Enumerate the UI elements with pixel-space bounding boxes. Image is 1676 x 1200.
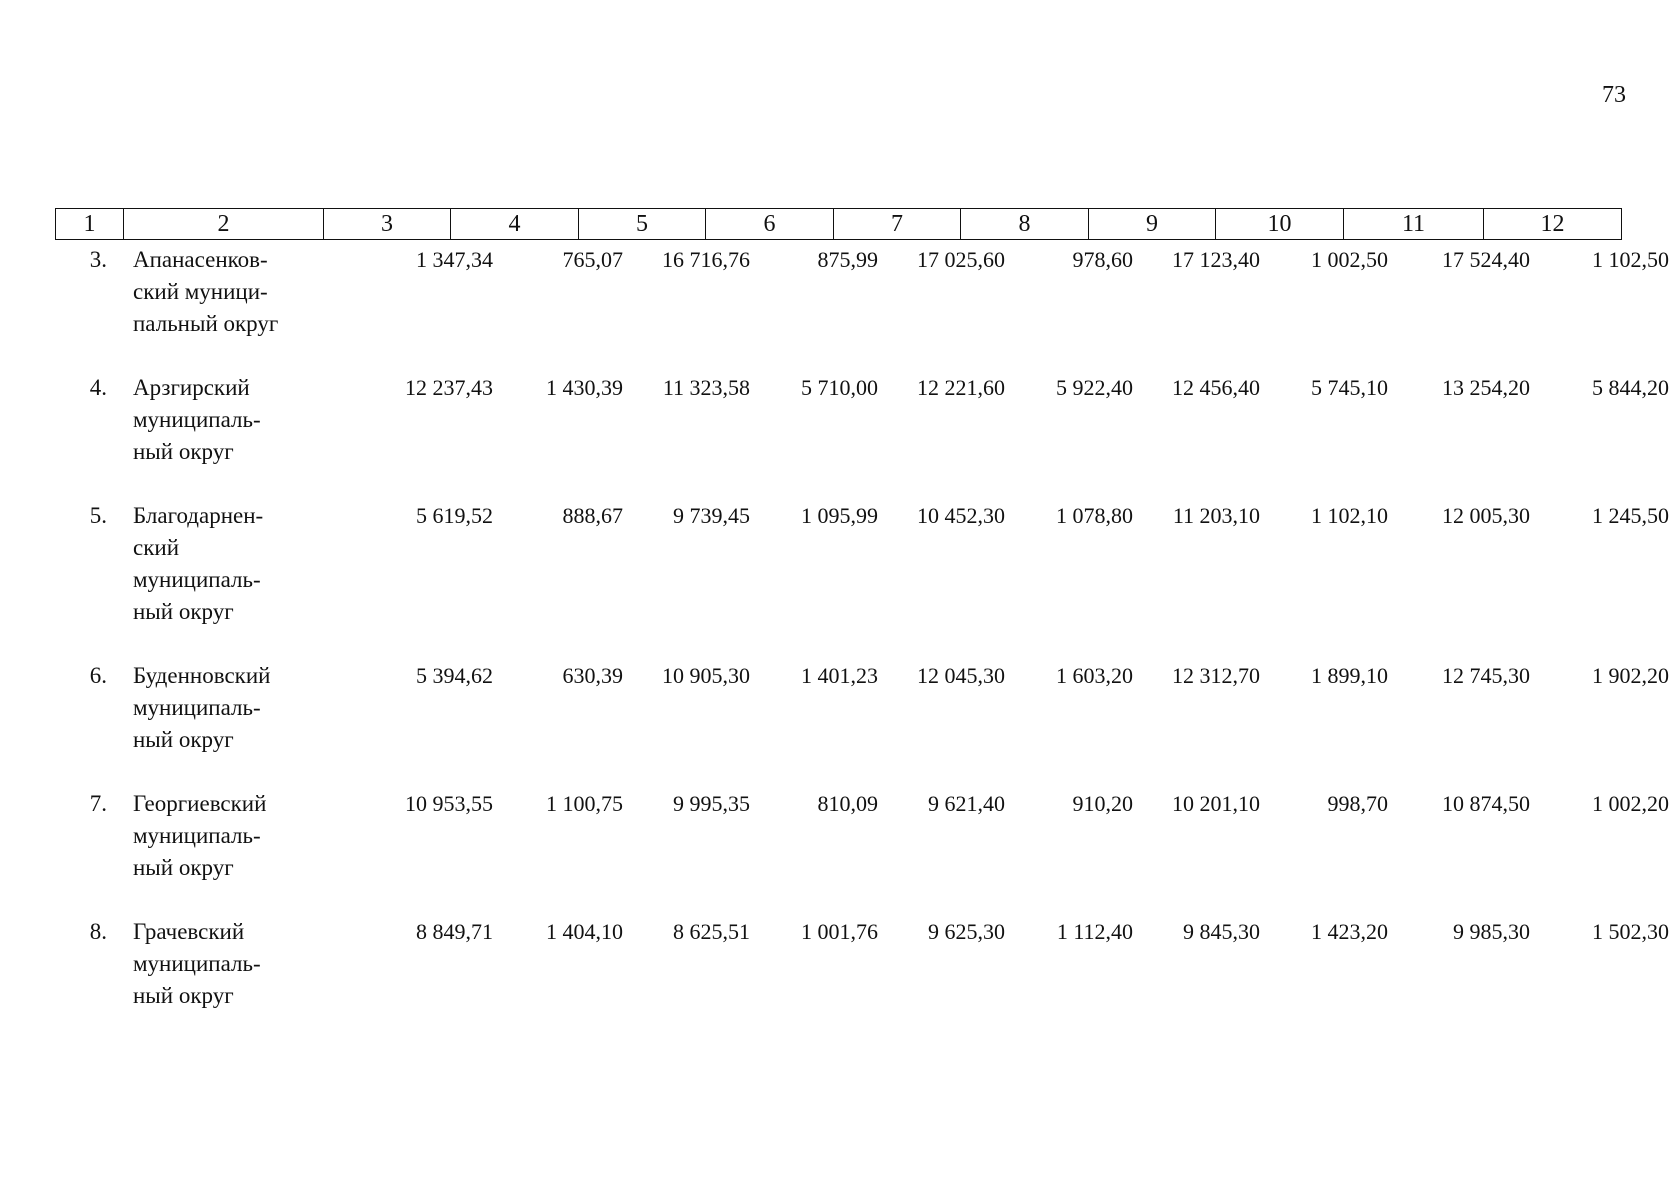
value-cell: 1 112,40 xyxy=(1056,919,1133,944)
value-cell: 17 123,40 xyxy=(1172,247,1260,272)
value-cell: 5 619,52 xyxy=(416,503,493,528)
value-cell: 810,09 xyxy=(817,791,878,816)
value-cell: 9 621,40 xyxy=(928,791,1005,816)
row-number: 5. xyxy=(89,503,107,528)
district-name xyxy=(133,788,309,884)
value-cell: 1 899,10 xyxy=(1311,663,1388,688)
column-header-table xyxy=(55,208,1622,240)
district-name-line: муниципаль- xyxy=(133,951,261,976)
value-cell: 10 201,10 xyxy=(1172,791,1260,816)
value-cell: 910,20 xyxy=(1072,791,1133,816)
column-header-row xyxy=(56,209,1622,240)
district-name-line: ный округ xyxy=(133,855,234,880)
column-header: 3 xyxy=(324,209,451,240)
value-cell: 12 745,30 xyxy=(1442,663,1530,688)
value-cell: 5 745,10 xyxy=(1311,375,1388,400)
value-cell: 1 401,23 xyxy=(801,663,878,688)
value-cell: 10 905,30 xyxy=(662,663,750,688)
value-cell: 1 002,20 xyxy=(1592,791,1669,816)
value-cell: 978,60 xyxy=(1072,247,1133,272)
district-name-line: Арзгирский xyxy=(133,375,250,400)
value-cell: 8 625,51 xyxy=(673,919,750,944)
column-header: 2 xyxy=(124,209,324,240)
value-cell: 875,99 xyxy=(817,247,878,272)
value-cell: 5 394,62 xyxy=(416,663,493,688)
value-cell: 13 254,20 xyxy=(1442,375,1530,400)
row-number: 4. xyxy=(89,375,107,400)
value-cell: 5 922,40 xyxy=(1056,375,1133,400)
value-cell: 11 323,58 xyxy=(662,375,750,400)
district-name xyxy=(133,244,309,340)
district-name-line: Благодарнен- xyxy=(133,503,264,528)
row-number: 8. xyxy=(89,919,107,944)
value-cell: 16 716,76 xyxy=(662,247,750,272)
district-name-line: Георгиевский xyxy=(133,791,267,816)
value-cell: 1 102,50 xyxy=(1592,247,1669,272)
district-name xyxy=(133,916,309,1012)
district-name-line: Апанасенков- xyxy=(133,247,268,272)
value-cell: 17 524,40 xyxy=(1442,247,1530,272)
value-cell: 1 430,39 xyxy=(546,375,623,400)
district-name xyxy=(133,500,309,628)
column-header: 7 xyxy=(834,209,961,240)
value-cell: 765,07 xyxy=(562,247,623,272)
column-header: 9 xyxy=(1089,209,1216,240)
district-name-line: муниципаль- xyxy=(133,567,261,592)
district-name-line: муниципаль- xyxy=(133,695,261,720)
value-cell: 12 237,43 xyxy=(405,375,493,400)
value-cell: 9 739,45 xyxy=(673,503,750,528)
value-cell: 888,67 xyxy=(562,503,623,528)
value-cell: 5 844,20 xyxy=(1592,375,1669,400)
district-name-line: ский xyxy=(133,535,179,560)
value-cell: 1 603,20 xyxy=(1056,663,1133,688)
value-cell: 10 452,30 xyxy=(917,503,1005,528)
value-cell: 10 953,55 xyxy=(405,791,493,816)
value-cell: 630,39 xyxy=(562,663,623,688)
district-name-line: ный округ xyxy=(133,599,234,624)
row-number: 6. xyxy=(89,663,107,688)
value-cell: 1 404,10 xyxy=(546,919,623,944)
page-number: 73 xyxy=(1602,82,1626,108)
value-cell: 12 005,30 xyxy=(1442,503,1530,528)
value-cell: 1 100,75 xyxy=(546,791,623,816)
district-name xyxy=(133,372,309,468)
value-cell: 9 995,35 xyxy=(673,791,750,816)
column-header: 10 xyxy=(1216,209,1344,240)
column-header: 12 xyxy=(1484,209,1622,240)
value-cell: 9 985,30 xyxy=(1453,919,1530,944)
district-name xyxy=(133,660,309,756)
district-name-line: ный округ xyxy=(133,439,234,464)
value-cell: 1 245,50 xyxy=(1592,503,1669,528)
column-header: 1 xyxy=(56,209,124,240)
district-name-line: ный округ xyxy=(133,983,234,1008)
value-cell: 1 078,80 xyxy=(1056,503,1133,528)
district-name-line: Буденновский xyxy=(133,663,271,688)
value-cell: 8 849,71 xyxy=(416,919,493,944)
value-cell: 1 001,76 xyxy=(801,919,878,944)
column-header: 11 xyxy=(1344,209,1484,240)
value-cell: 12 045,30 xyxy=(917,663,1005,688)
column-header: 5 xyxy=(579,209,706,240)
row-number: 3. xyxy=(89,247,107,272)
value-cell: 12 312,70 xyxy=(1172,663,1260,688)
row-number: 7. xyxy=(89,791,107,816)
value-cell: 998,70 xyxy=(1327,791,1388,816)
value-cell: 9 625,30 xyxy=(928,919,1005,944)
value-cell: 1 902,20 xyxy=(1592,663,1669,688)
district-name-line: пальный округ xyxy=(133,311,279,336)
value-cell: 1 102,10 xyxy=(1311,503,1388,528)
value-cell: 1 347,34 xyxy=(416,247,493,272)
value-cell: 5 710,00 xyxy=(801,375,878,400)
value-cell: 9 845,30 xyxy=(1183,919,1260,944)
column-header: 8 xyxy=(961,209,1089,240)
value-cell: 10 874,50 xyxy=(1442,791,1530,816)
column-header: 4 xyxy=(451,209,579,240)
value-cell: 12 456,40 xyxy=(1172,375,1260,400)
value-cell: 11 203,10 xyxy=(1172,503,1260,528)
value-cell: 17 025,60 xyxy=(917,247,1005,272)
district-name-line: ский муници- xyxy=(133,279,268,304)
district-name-line: муниципаль- xyxy=(133,407,261,432)
value-cell: 12 221,60 xyxy=(917,375,1005,400)
value-cell: 1 423,20 xyxy=(1311,919,1388,944)
district-name-line: муниципаль- xyxy=(133,823,261,848)
value-cell: 1 502,30 xyxy=(1592,919,1669,944)
column-header: 6 xyxy=(706,209,834,240)
district-name-line: ный округ xyxy=(133,727,234,752)
value-cell: 1 095,99 xyxy=(801,503,878,528)
value-cell: 1 002,50 xyxy=(1311,247,1388,272)
district-name-line: Грачевский xyxy=(133,919,245,944)
